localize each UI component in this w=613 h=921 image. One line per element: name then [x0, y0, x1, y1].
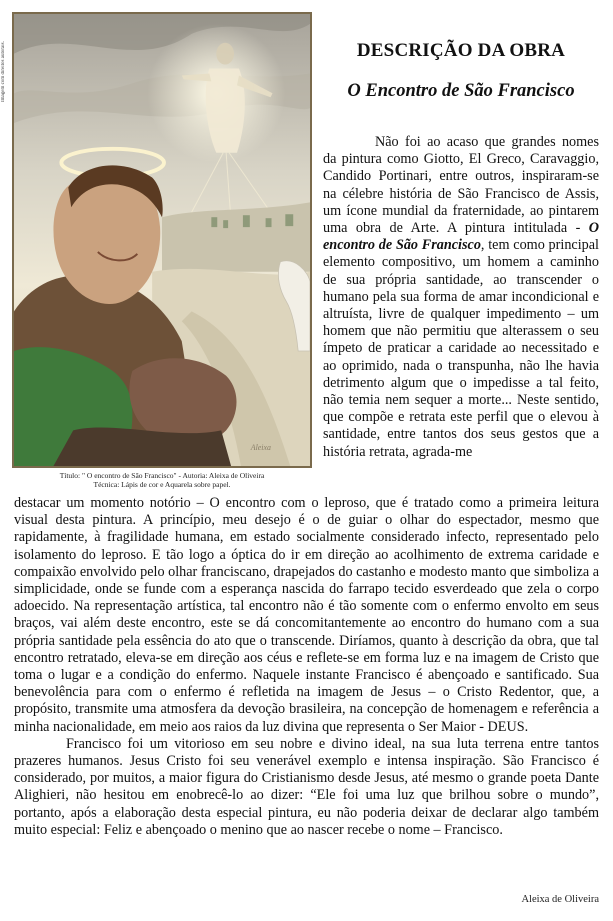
main-column [14, 495, 599, 839]
continuation-paragraph: destacar um momento notório – O encontro com o leproso, que é tratado como a primeira leitura visual desta pintura. A princípio, meu desejo é o de guiar o olhar do espectador, mesmo que rapidamente, à fragilidade humana, em estado socialmente considerado infecto, representado pelo isolamento do leproso. E tão logo a óptica do ir em direção ao acolhimento de extrema caridade e compaixão envolvido pelo olhar franciscano, drapejados do castanho e modesto manto que simboliza a simplicidade, onde se funde com a esperança nascida do farrapo tecido esverdeado que zela o corpo adoecido. Na representação artística, tal encontro não é tão somente com o enfermo envolto em seus braços, vai além deste encontro, este se dá concomitantemente ao encontro do humano com a sua própria santidade pela essência do ato que o transcende. Diríamos, quanto à descrição da obra, que tal encontro retratado, eleva-se em direção aos céus e reflete-se em forma luz e na imagem de Cristo que toma o lugar e a condição do enfermo. Naquele instante Francisco é abençoado e santificado. Sua benevolência para com o enfermo é refletida na imagem de Jesus – o Cristo Redentor, que, a propósito, transmite uma atmosfera da devoção brasileira, na concepção de homenagem e referência a minha nacionalidade, em meio aos raios da luz divina que representa o Ser Maior - DEUS. [14, 495, 599, 735]
author-signature: Aleixa de Oliveira [521, 894, 599, 905]
second-paragraph-text: Francisco foi um vitorioso em seu nobre e divino ideal, na sua luta terrena entre tantos prazeres humanos. Jesus Cristo foi seu venerável exemplo e intensa inspiração. São Francisco é considerado, por muitos, a maior figura do Cristianismo desde Jesus, até mesmo o grande poeta Dante Alighieri, não hesitou em enobrecê-lo ao dizer: “Ele foi uma luz que brilhou sobre o mundo”, portanto, após a elaboração desta especial pintura, eu não poderia deixar de declarar algo também muito especial: Feliz e abençoado o menino que ao nascer recebe o nome – Francisco. [14, 735, 599, 838]
rights-note: Imagem com direitos autorais. [1, 41, 6, 102]
intro-emphasis: O encontro de São Francisco [323, 220, 599, 254]
painting [12, 12, 312, 468]
caption-line-1: Título: " O encontro de São Francisco" - Autoria: Aleixa de Oliveira [59, 471, 265, 480]
intro-paragraph [323, 134, 599, 461]
painting-caption [12, 471, 312, 489]
artwork-title: O Encontro de São Francisco [347, 81, 575, 101]
intro-text-b: , tem como principal elemento compositivo, um homem a caminho de sua própria santidade, ao transcender o humano pela sua forma de amar incondicional e altruísta, livre de qualquer impedimento – um homem que não permitiu que alterassem o seu ímpeto de praticar a caridade ao necessitado e ao oprimido, nada o transpunha, não lhe havia detrimento algum que o impedisse a tal feito, não temia nem sequer a morte... Neste sentido, que compõe e retrata este perfil que o elevou à santidade, entre tantos dos seus gestos que a história retrata, agrada-me [323, 237, 599, 460]
caption-line-2: Técnica: Lápis de cor e Aquarela sobre papel. [93, 480, 231, 489]
page-title: DESCRIÇÃO DA OBRA [356, 40, 566, 61]
intro-text-a: Não foi ao acaso que grandes nomes da pintura como Giotto, El Greco, Caravaggio, Candido Portinari, entre outros, inspiraram-se na célebre história de São Francisco de Assis, um ícone mundial da fraternidade, ao pintarem uma obra de Arte. A pintura intitulada - [323, 134, 599, 237]
second-paragraph [14, 736, 599, 839]
painting-illustration [14, 14, 310, 466]
intro-column [323, 134, 599, 461]
svg-text:Aleixa: Aleixa [250, 443, 271, 453]
